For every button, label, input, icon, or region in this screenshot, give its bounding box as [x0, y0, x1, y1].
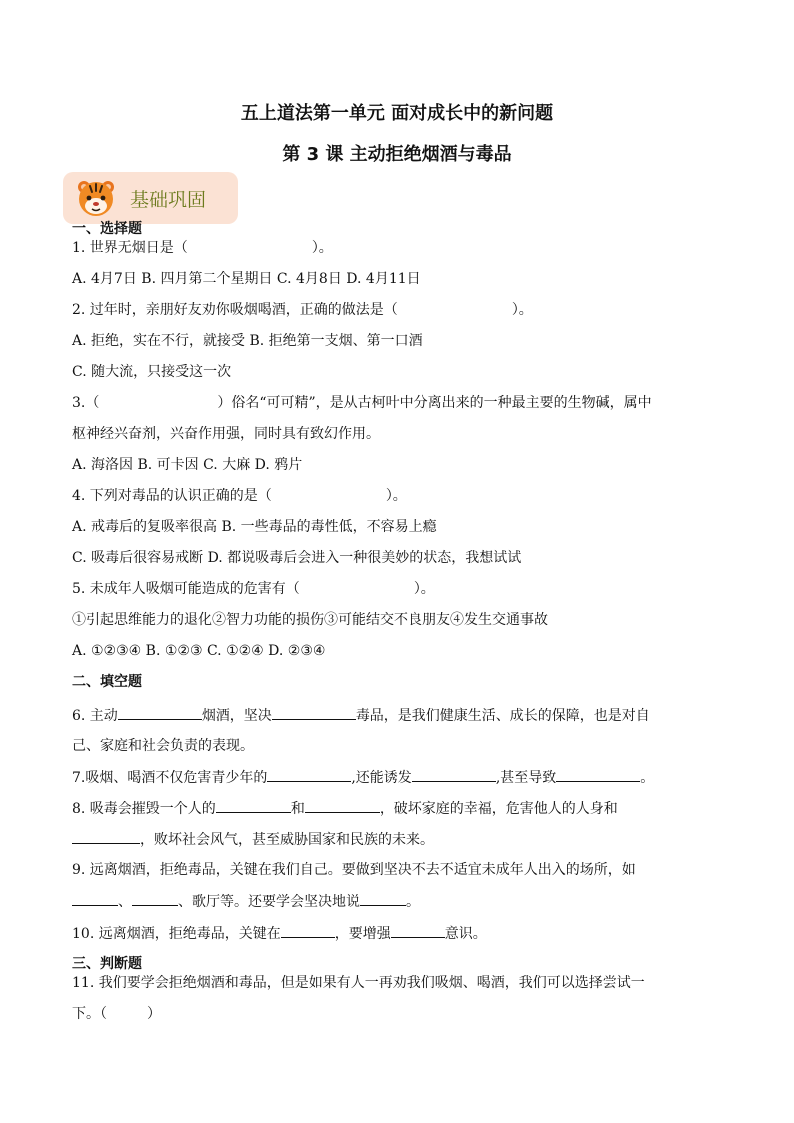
- q8-part-b: 和: [290, 801, 305, 817]
- q8-blank-2[interactable]: [305, 798, 380, 813]
- q9-part-b: 、歌厅等。还要学会坚决地说: [178, 894, 360, 910]
- lesson-title: 第 3 课 主动拒绝烟酒与毒品: [282, 144, 512, 165]
- q9-blank-3[interactable]: [360, 891, 406, 906]
- q8-blank-3[interactable]: [72, 829, 140, 844]
- q8-part-c: ，破坏家庭的幸福，危害他人的人身和: [379, 801, 618, 817]
- q5-end: ）。: [413, 581, 435, 597]
- q9-part-a: 、: [118, 894, 132, 910]
- q4-options-2: C. 吸毒后很容易戒断 D. 都说吸毒后会进入一种很美妙的状态，我想试试: [72, 550, 522, 566]
- q7-blank-1[interactable]: [267, 767, 351, 782]
- question-7: [72, 767, 654, 788]
- q4-end: ）。: [385, 488, 407, 504]
- q10-part-c: 意识。: [444, 926, 487, 942]
- q4-stem: 4. 下列对毒品的认识正确的是（: [72, 488, 272, 504]
- q2-end: ）。: [511, 302, 533, 318]
- q10-blank-2[interactable]: [391, 923, 445, 938]
- q10-blank-1[interactable]: [281, 923, 335, 938]
- q11-end: ）: [147, 1006, 161, 1022]
- q6-part-a: 6. 主动: [72, 708, 118, 724]
- q6-blank-2[interactable]: [272, 705, 356, 720]
- q8-blank-1[interactable]: [216, 798, 291, 813]
- question-8: [72, 798, 618, 819]
- question-3: [72, 393, 652, 413]
- q3-line-2: 枢神经兴奋剂，兴奋作用强，同时具有致幻作用。: [72, 426, 380, 442]
- question-10: [72, 923, 487, 944]
- badge-label: 基础巩固: [130, 189, 207, 211]
- q7-part-b: ,还能诱发: [351, 770, 412, 786]
- document-title: 五上道法第一单元 面对成长中的新问题: [240, 103, 554, 124]
- q10-part-b: ，要增强: [334, 926, 391, 942]
- question-4: [72, 486, 407, 506]
- q5-options: A. ①②③④ B. ①②③ C. ①②④ D. ②③④: [72, 643, 326, 659]
- q9-blank-1[interactable]: [72, 891, 118, 906]
- question-1: [72, 238, 333, 258]
- q5-items: ①引起思维能力的退化②智力功能的损伤③可能结交不良朋友④发生交通事故: [72, 612, 548, 628]
- q6-line-2: 己、家庭和社会负责的表现。: [72, 738, 254, 754]
- q4-options-1: A. 戒毒后的复吸率很高 B. 一些毒品的毒性低，不容易上瘾: [72, 519, 437, 535]
- q7-part-a: 7.吸烟、喝酒不仅危害青少年的: [72, 770, 268, 786]
- q6-blank-1[interactable]: [118, 705, 202, 720]
- section-fill: 二、填空题: [72, 674, 142, 690]
- q2-options-1: A. 拒绝，实在不行，就接受 B. 拒绝第一支烟、第一口酒: [72, 333, 423, 349]
- q7-blank-3[interactable]: [556, 767, 640, 782]
- tiger-icon: [76, 178, 116, 218]
- section-judge: 三、判断题: [72, 956, 142, 972]
- question-11-line-2: [72, 1004, 161, 1024]
- question-9-line-2: [72, 891, 420, 912]
- q7-blank-2[interactable]: [412, 767, 496, 782]
- q10-part-a: 10. 远离烟酒，拒绝毒品，关键在: [72, 926, 281, 942]
- q3-options: A. 海洛因 B. 可卡因 C. 大麻 D. 鸦片: [72, 457, 303, 473]
- q8-part-a: 8. 吸毒会摧毁一个人的: [72, 801, 216, 817]
- q2-options-2: C. 随大流，只接受这一次: [72, 364, 232, 380]
- question-9-line-1: 9. 远离烟酒，拒绝毒品，关键在我们自己。要做到坚决不去不适宜未成年人出入的场所，如: [72, 862, 636, 878]
- question-11-line-1: 11. 我们要学会拒绝烟酒和毒品，但是如果有人一再劝我们吸烟、喝酒，我们可以选择尝试一: [72, 975, 645, 991]
- q11-line-2-text: 下。（: [72, 1006, 107, 1022]
- q2-stem: 2. 过年时，亲朋好友劝你吸烟喝酒，正确的做法是（: [72, 302, 398, 318]
- q8-line-2-text: ，败坏社会风气，甚至威胁国家和民族的未来。: [140, 832, 434, 848]
- q6-part-b: 烟酒，坚决: [201, 708, 272, 724]
- section-badge: [63, 172, 238, 224]
- question-2: [72, 300, 533, 320]
- q9-blank-2[interactable]: [132, 891, 178, 906]
- q5-stem: 5. 未成年人吸烟可能造成的危害有（: [72, 581, 300, 597]
- section-choice: 一、选择题: [72, 221, 142, 237]
- q6-part-c: 毒品，是我们健康生活、成长的保障，也是对自: [355, 708, 650, 724]
- q9-part-c: 。: [406, 894, 420, 910]
- q3-start: 3.（: [72, 395, 100, 411]
- q7-part-d: 。: [640, 770, 655, 786]
- question-6: [72, 705, 650, 726]
- question-5: [72, 579, 435, 599]
- q8-line-2: [72, 829, 434, 850]
- q7-part-c: ,甚至导致: [495, 770, 557, 786]
- q3-end: ）俗名“可可精”，是从古柯叶中分离出来的一种最主要的生物碱，属中: [217, 395, 652, 411]
- q1-stem: 1. 世界无烟日是（: [72, 240, 188, 256]
- q1-options: A. 4月7日 B. 四月第二个星期日 C. 4月8日 D. 4月11日: [72, 271, 421, 287]
- q1-end: ）。: [311, 240, 333, 256]
